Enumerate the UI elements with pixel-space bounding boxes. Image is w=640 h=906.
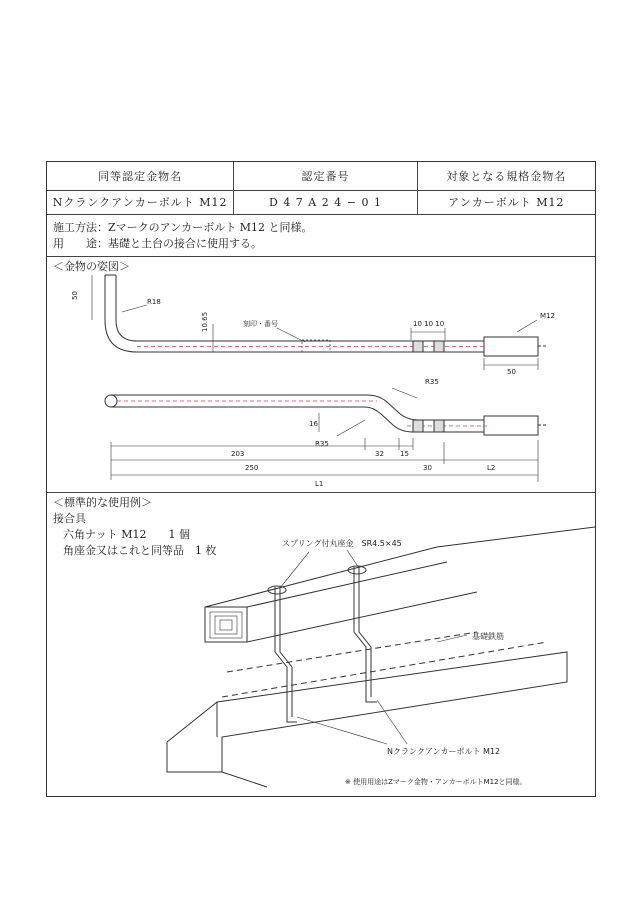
label-rebar: 基礎鉄筋	[472, 632, 504, 641]
value-equivalent-name: Nクランクアンカーボルト M12	[47, 190, 234, 214]
usage-illustration	[47, 522, 595, 794]
label-note: ※ 使用用途はZマーク金物・アンカーボルトM12と同様。	[345, 778, 527, 786]
header-equivalent-name: 同等認定金物名	[47, 162, 234, 190]
dim-203: 203	[231, 450, 245, 458]
header-cert-number: 認定番号	[234, 162, 417, 190]
foundation	[167, 652, 567, 787]
dim-101010: 10 10 10	[413, 320, 445, 328]
header-row	[47, 162, 595, 191]
dim-r18: R18	[147, 298, 161, 306]
method-block	[53, 220, 312, 252]
fitting-label: 接合具	[53, 512, 86, 525]
bolt-outline-inner	[116, 275, 484, 341]
dim-1065: 10.65	[201, 311, 209, 332]
label-spring-washer: スプリング付丸座金 SR4.5×45	[282, 539, 402, 548]
thread-section	[484, 337, 538, 356]
dim-l2: L2	[487, 464, 496, 472]
label-anchor-bolt: Nクランクアンカーボルト M12	[387, 747, 501, 756]
dim-30: 30	[423, 464, 432, 472]
nut-line: 六角ナット M12 1 個	[63, 528, 191, 541]
spec-sheet	[46, 161, 596, 797]
bolt-end-circle	[105, 395, 117, 407]
usage-purpose-line: 用 途：基礎と土台の接合に使用する。	[53, 237, 262, 250]
washer-line: 角座金又はこれと同等品 1 枚	[63, 544, 217, 557]
dim-r35-bottom: R35	[315, 440, 329, 448]
usage-section-title: ＜標準的な使用例＞	[53, 496, 152, 509]
dim-32: 32	[375, 450, 384, 458]
dim-r35-top: R35	[425, 378, 439, 386]
dim-15: 15	[400, 450, 409, 458]
bolt-drawing	[47, 270, 595, 490]
value-standard-name: アンカーボルト M12	[448, 196, 565, 209]
dim-16: 16	[309, 420, 318, 428]
dim-m12: M12	[540, 312, 555, 320]
value-row	[47, 190, 595, 215]
dim-mark-label: 刻印・番号	[243, 320, 278, 328]
bolt-left	[275, 587, 297, 722]
drawing-section-title: ＜金物の姿図＞	[53, 260, 130, 273]
bolt-outline-outer	[105, 275, 484, 352]
divider	[47, 492, 595, 493]
header-standard-name: 対象となる規格金物名	[446, 170, 567, 183]
method-line: 施工方法：Zマークのアンカーボルト M12 と同様。	[53, 221, 313, 234]
dim-l1: L1	[315, 480, 324, 488]
dim-50-left: 50	[71, 291, 79, 300]
dim-250: 250	[245, 464, 259, 472]
divider	[47, 256, 595, 257]
value-cert-number: D 4 7 A 2 4 − 0 1	[234, 190, 417, 214]
dim-50-right: 50	[507, 368, 516, 376]
